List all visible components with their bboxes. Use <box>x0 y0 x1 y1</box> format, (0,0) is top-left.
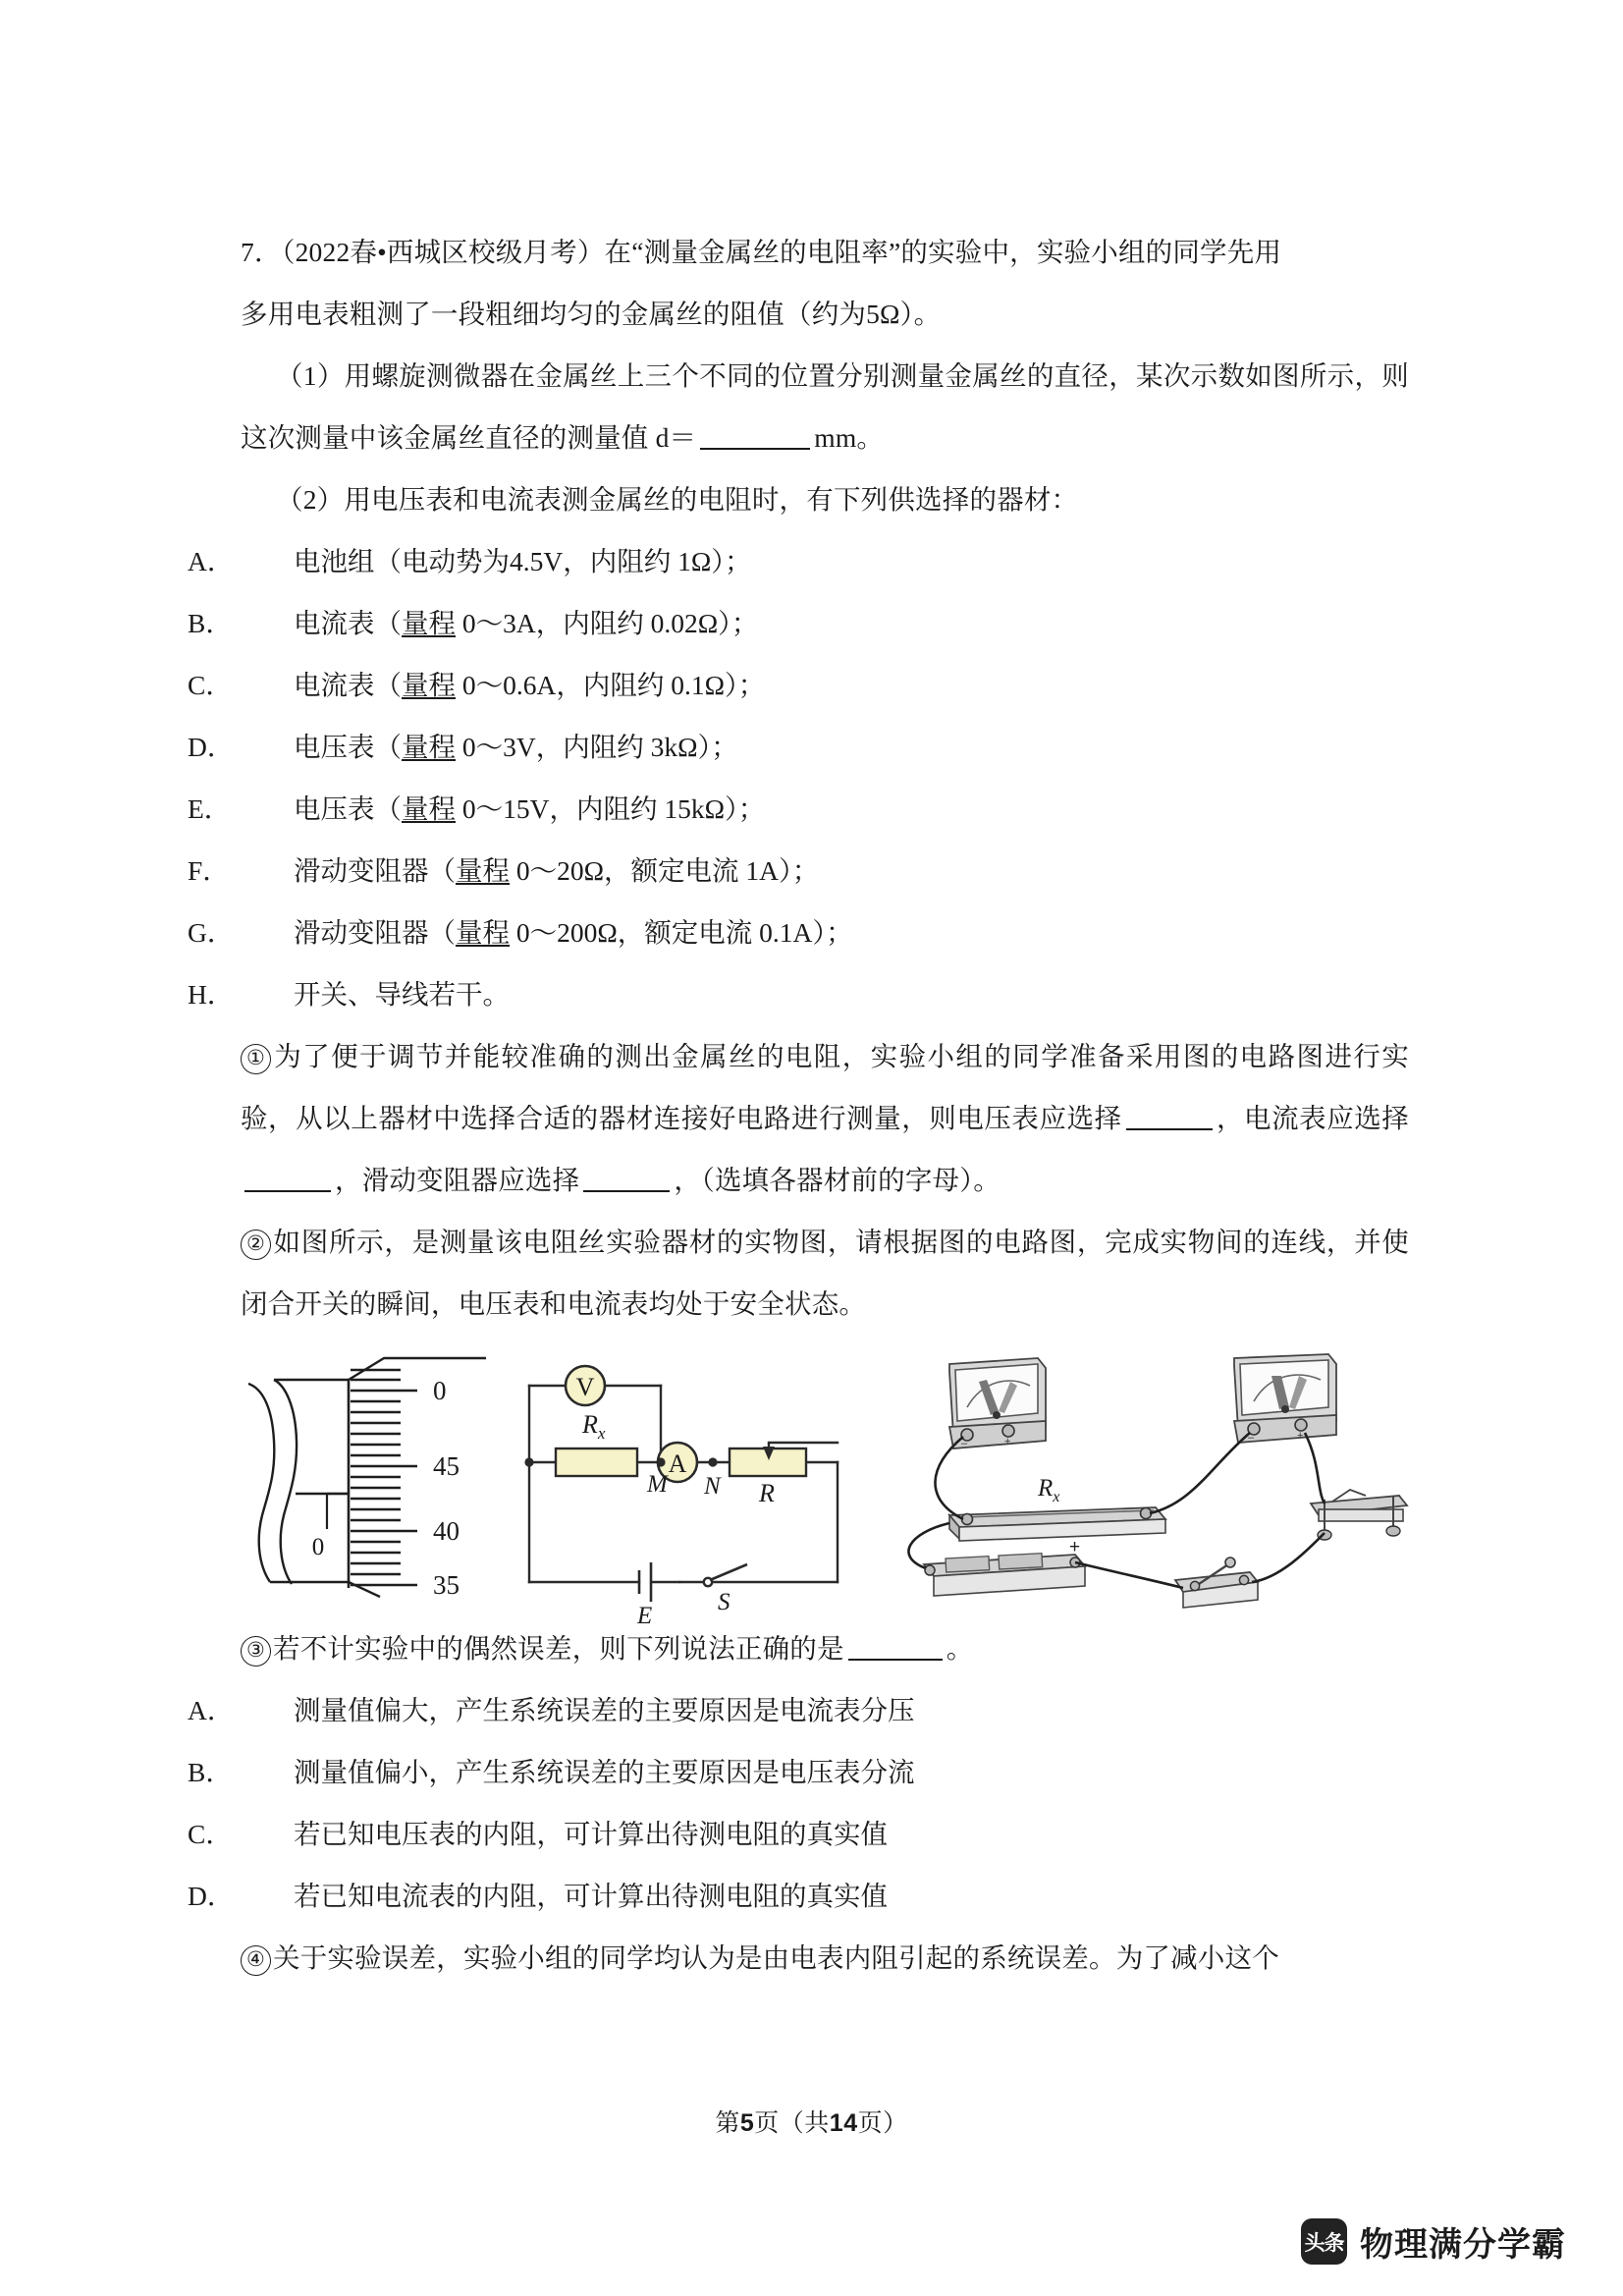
item1-seg2: ，电流表应选择 <box>1216 1103 1409 1133</box>
item1-marker: ① <box>241 1044 271 1074</box>
item3-paragraph <box>241 1617 1409 1679</box>
svg-text:–: – <box>961 1438 968 1449</box>
equipment-label-a: A． <box>188 546 235 576</box>
micrometer-svg <box>241 1346 486 1604</box>
item1-seg1: 为了便于调节并能较准确的测出金属丝的电阻，实验小组的同学准备采用图的电路图进行实验，从以上器材中选择合适的器材连接好电路进行测量，则电压表应选择 <box>241 1041 1409 1133</box>
question-number: 7 <box>241 237 254 267</box>
equipment-name-e: 电压表 <box>294 793 375 824</box>
item2-paragraph <box>241 1211 1409 1335</box>
equipment-paren-close-d: ）； <box>697 732 738 762</box>
ammeter-letter: A <box>668 1449 687 1478</box>
circuit-node-n: N <box>704 1473 721 1500</box>
equipment-paren-close-f: ）； <box>779 855 820 886</box>
equipment-spec-a: 电动势为4.5V，内阻约 1Ω <box>402 546 712 576</box>
equipment-label-c: C． <box>188 670 233 700</box>
apparatus-label-rx: $R_x$ <box>1038 1475 1060 1505</box>
equipment-label-d: D． <box>188 732 235 762</box>
item1-seg3: ，滑动变阻器应选择 <box>335 1165 580 1195</box>
apparatus-figure <box>889 1346 1409 1610</box>
item3-option-c <box>188 1803 1409 1865</box>
part1-paragraph <box>241 345 1409 468</box>
item2-marker: ② <box>241 1230 271 1260</box>
question-stem-line1: 在“测量金属丝的电阻率”的实验中，实验小组的同学先用 <box>604 237 1282 267</box>
question-content <box>188 221 1409 1989</box>
junction-dot-left <box>524 1457 533 1466</box>
question-stem <box>241 221 1409 283</box>
page-footer <box>0 2104 1623 2139</box>
apparatus-svg <box>889 1346 1409 1610</box>
item4-text: 关于实验误差，实验小组的同学均认为是由电表内阻引起的系统误差。为了减小这个 <box>273 1942 1279 1973</box>
item3-option-text-b: 测量值偏小，产生系统误差的主要原因是电压表分流 <box>294 1757 915 1787</box>
apparatus-meter-right <box>1234 1354 1336 1444</box>
item3-option-b <box>188 1741 1409 1803</box>
micrometer-figure <box>241 1346 486 1604</box>
apparatus-rheostat <box>1311 1490 1407 1540</box>
equipment-label-f: F． <box>188 855 230 886</box>
equipment-label-b: B． <box>188 608 233 638</box>
item3-answer-blank[interactable] <box>848 1659 943 1661</box>
equipment-name-b: 电流表 <box>294 608 375 638</box>
item4-marker: ④ <box>241 1945 271 1976</box>
equipment-paren-open-a: （ <box>374 546 402 576</box>
footer-middle: 页（共 <box>754 2110 830 2137</box>
equipment-item-b <box>188 592 1409 654</box>
voltmeter-letter: V <box>575 1373 595 1401</box>
equipment-paren-open-g: （ <box>428 917 456 948</box>
circuit-svg <box>512 1346 850 1629</box>
micrometer-sleeve-zero: 0 <box>311 1534 325 1560</box>
equipment-item-h <box>188 963 1409 1025</box>
svg-text:+: + <box>1004 1436 1011 1448</box>
part2-text: 用电压表和电流表测金属丝的电阻时，有下列供选择的器材： <box>344 484 1079 515</box>
apparatus-battery <box>924 1537 1085 1596</box>
item1-blank-rheostat[interactable] <box>583 1190 670 1192</box>
equipment-spec-f: 0～20Ω，额定电流 1A <box>510 855 780 886</box>
part1-text: 用螺旋测微器在金属丝上三个不同的位置分别测量金属丝的直径，某次示数如图所示，则这次测量中该金属丝直径的测量值 d＝ <box>241 360 1409 453</box>
item4-paragraph <box>241 1927 1409 1989</box>
equipment-label-h: H． <box>188 979 235 1010</box>
footer-page-number: 5 <box>739 2109 755 2137</box>
equipment-paren-open-e: （ <box>374 793 402 824</box>
equipment-spec-g: 0～200Ω，额定电流 0.1A <box>510 917 813 948</box>
apparatus-battery-plus: + <box>1069 1537 1081 1558</box>
equipment-item-a <box>188 530 1409 592</box>
circuit-label-switch: S <box>718 1589 730 1615</box>
micrometer-tick-35: 35 <box>433 1570 460 1600</box>
equipment-range-label-f: 量程 <box>456 855 510 886</box>
equipment-label-e: E． <box>188 793 232 824</box>
watermark <box>1301 2217 1566 2266</box>
equipment-paren-close-a: ）； <box>711 546 752 576</box>
footer-total-pages: 14 <box>829 2109 858 2137</box>
equipment-paren-close-g: ）； <box>812 917 853 948</box>
micrometer-tick-40: 40 <box>433 1516 460 1546</box>
equipment-range-label-g: 量程 <box>456 917 510 948</box>
svg-text:–: – <box>1248 1432 1255 1444</box>
equipment-range-label-b: 量程 <box>402 608 456 638</box>
equipment-paren-open-f: （ <box>428 855 456 886</box>
footer-suffix: 页） <box>857 2110 908 2137</box>
micrometer-tick-45: 45 <box>433 1451 460 1481</box>
item1-blank-voltmeter[interactable] <box>1126 1128 1213 1130</box>
equipment-paren-open-d: （ <box>374 732 402 762</box>
part2-label: （2） <box>276 484 345 515</box>
part1-label: （1） <box>276 360 345 391</box>
equipment-name-d: 电压表 <box>294 732 375 762</box>
item3-option-label-a: A． <box>188 1695 235 1725</box>
toutiao-logo-icon: 头条 <box>1301 2218 1347 2265</box>
micrometer-tick-0: 0 <box>433 1376 447 1405</box>
equipment-range-label-d: 量程 <box>402 732 456 762</box>
circuit-figure <box>512 1346 850 1629</box>
junction-dot-m <box>656 1457 665 1466</box>
equipment-paren-close-e: ）； <box>725 793 766 824</box>
equipment-paren-close-b: ）； <box>718 608 759 638</box>
svg-text:+: + <box>1297 1430 1304 1442</box>
item2-text: 如图所示，是测量该电阻丝实验器材的实物图，请根据图的电路图，完成实物间的连线，并使闭合开关的瞬间，电压表和电流表均处于安全状态。 <box>241 1227 1409 1319</box>
equipment-range-label-e: 量程 <box>402 793 456 824</box>
equipment-item-f <box>188 840 1409 902</box>
item3-option-label-d: D． <box>188 1881 235 1911</box>
equipment-paren-open-b: （ <box>374 608 402 638</box>
footer-prefix: 第 <box>715 2110 740 2137</box>
item1-seg4: ，（选填各器材前的字母）。 <box>674 1165 1001 1195</box>
switch-blade <box>710 1564 747 1580</box>
item3-period: 。 <box>946 1633 974 1664</box>
item3-option-text-d: 若已知电流表的内阻，可计算出待测电阻的真实值 <box>294 1881 888 1911</box>
equipment-spec-d: 0～3V，内阻约 3kΩ <box>456 732 698 762</box>
equipment-spec-b: 0～3A，内阻约 0.02Ω <box>456 608 719 638</box>
equipment-name-a: 电池组 <box>294 546 375 576</box>
item3-option-d <box>188 1865 1409 1927</box>
equipment-spec-c: 0～0.6A，内阻约 0.1Ω <box>456 670 726 700</box>
apparatus-switch <box>1175 1558 1258 1608</box>
equipment-item-g <box>188 902 1409 963</box>
item3-option-text-a: 测量值偏大，产生系统误差的主要原因是电流表分压 <box>294 1695 915 1725</box>
question-stem-line2: 多用电表粗测了一段粗细均匀的金属丝的阻值（约为5Ω）。 <box>241 299 942 329</box>
part2-paragraph <box>241 468 1409 530</box>
circuit-node-m: M <box>647 1471 668 1498</box>
equipment-name-c: 电流表 <box>294 670 375 700</box>
circuit-label-rx: $R_x$ <box>582 1410 606 1443</box>
question-source: （2022春•西城区校级月考） <box>281 237 605 267</box>
equipment-name-h: 开关、导线若干。 <box>294 979 510 1010</box>
equipment-name-g: 滑动变阻器 <box>294 917 429 948</box>
item1-blank-ammeter[interactable] <box>244 1190 331 1192</box>
item3-option-a <box>188 1679 1409 1741</box>
item3-option-label-c: C． <box>188 1819 233 1849</box>
part1-answer-blank[interactable] <box>700 448 810 450</box>
item3-option-text-c: 若已知电压表的内阻，可计算出待测电阻的真实值 <box>294 1819 888 1849</box>
circuit-label-r: R <box>759 1479 775 1507</box>
junction-dot-n <box>708 1457 717 1466</box>
equipment-item-c <box>188 654 1409 716</box>
item3-marker: ③ <box>241 1636 271 1667</box>
item3-option-label-b: B． <box>188 1757 233 1787</box>
equipment-item-e <box>188 778 1409 840</box>
apparatus-rx-board <box>949 1507 1165 1541</box>
item1-paragraph <box>241 1025 1409 1211</box>
apparatus-meter-left <box>949 1358 1046 1449</box>
figure-row <box>241 1346 1409 1629</box>
equipment-name-f: 滑动变阻器 <box>294 855 429 886</box>
item3-text: 若不计实验中的偶然误差，则下列说法正确的是 <box>273 1633 844 1664</box>
equipment-label-g: G． <box>188 917 235 948</box>
equipment-item-d <box>188 716 1409 778</box>
equipment-paren-close-c: ）； <box>725 670 766 700</box>
circuit-label-battery: E <box>637 1603 653 1629</box>
resistor-rx-body <box>556 1449 637 1476</box>
question-dot: ． <box>253 237 282 267</box>
equipment-spec-e: 0～15V，内阻约 15kΩ <box>456 793 726 824</box>
part1-unit: mm。 <box>814 422 885 453</box>
watermark-text: 物理满分学霸 <box>1360 2226 1566 2264</box>
equipment-paren-open-c: （ <box>374 670 402 700</box>
equipment-range-label-c: 量程 <box>402 670 456 700</box>
